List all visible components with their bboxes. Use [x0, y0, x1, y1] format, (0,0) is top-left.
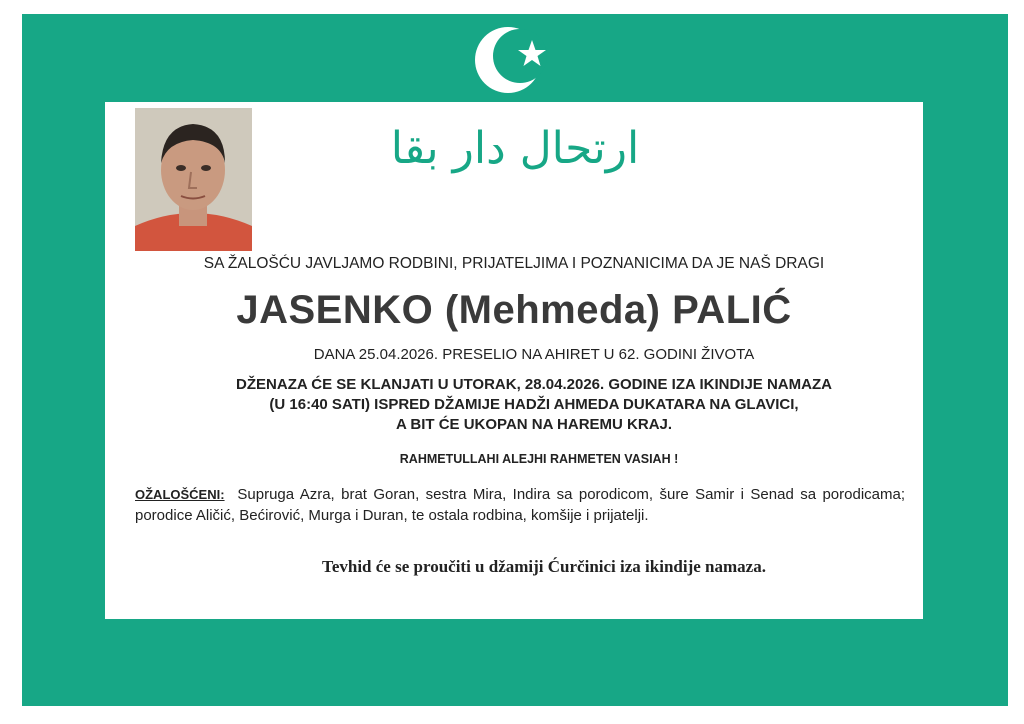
funeral-line-2: (U 16:40 SATI) ISPRED DŽAMIJE HADŽI AHMEDA DUKATARA NA GLAVICI, [269, 396, 799, 413]
portrait-photo [135, 108, 252, 251]
mourners-label: OŽALOŠĆENI: [135, 487, 225, 502]
notice-panel [105, 102, 923, 619]
mourners-paragraph [135, 484, 905, 526]
mourners-text: Supruga Azra, brat Goran, sestra Mira, Indira sa porodicom, šure Samir i Senad sa porodicama; porodice Aličić, Bećirović, Murga i Duran, te ostala rodbina, komšije i prijatelji. [135, 486, 905, 524]
death-notice: DANA 25.04.2026. PRESELIO NA AHIRET U 62. GODINI ŽIVOTA [313, 346, 755, 363]
funeral-line-3: A BIT ĆE UKOPAN NA HAREMU KRAJ. [395, 416, 673, 433]
funeral-info [125, 375, 943, 435]
funeral-line-1: DŽENAZA ĆE SE KLANJATI U UTORAK, 28.04.2026. GODINE IZA IKINDIJE NAMAZA [236, 376, 832, 393]
prayer-text: RAHMETULLAHI ALEJHI RAHMETEN VASIAH ! [399, 452, 679, 466]
intro-text: SA ŽALOŠĆU JAVLJAMO RODBINI, PRIJATELJIMA I POZNANICIMA DA JE NAŠ DRAGI [203, 255, 825, 272]
crescent-star-icon [470, 22, 560, 98]
deceased-name: JASENKO (Mehmeda) PALIĆ [236, 288, 792, 332]
tevhid-notice: Tevhid će se proučiti u džamiji Ćurčinici iza ikindije namaza. [322, 557, 766, 576]
arabic-heading: ارتحال دار بقا [390, 123, 640, 174]
